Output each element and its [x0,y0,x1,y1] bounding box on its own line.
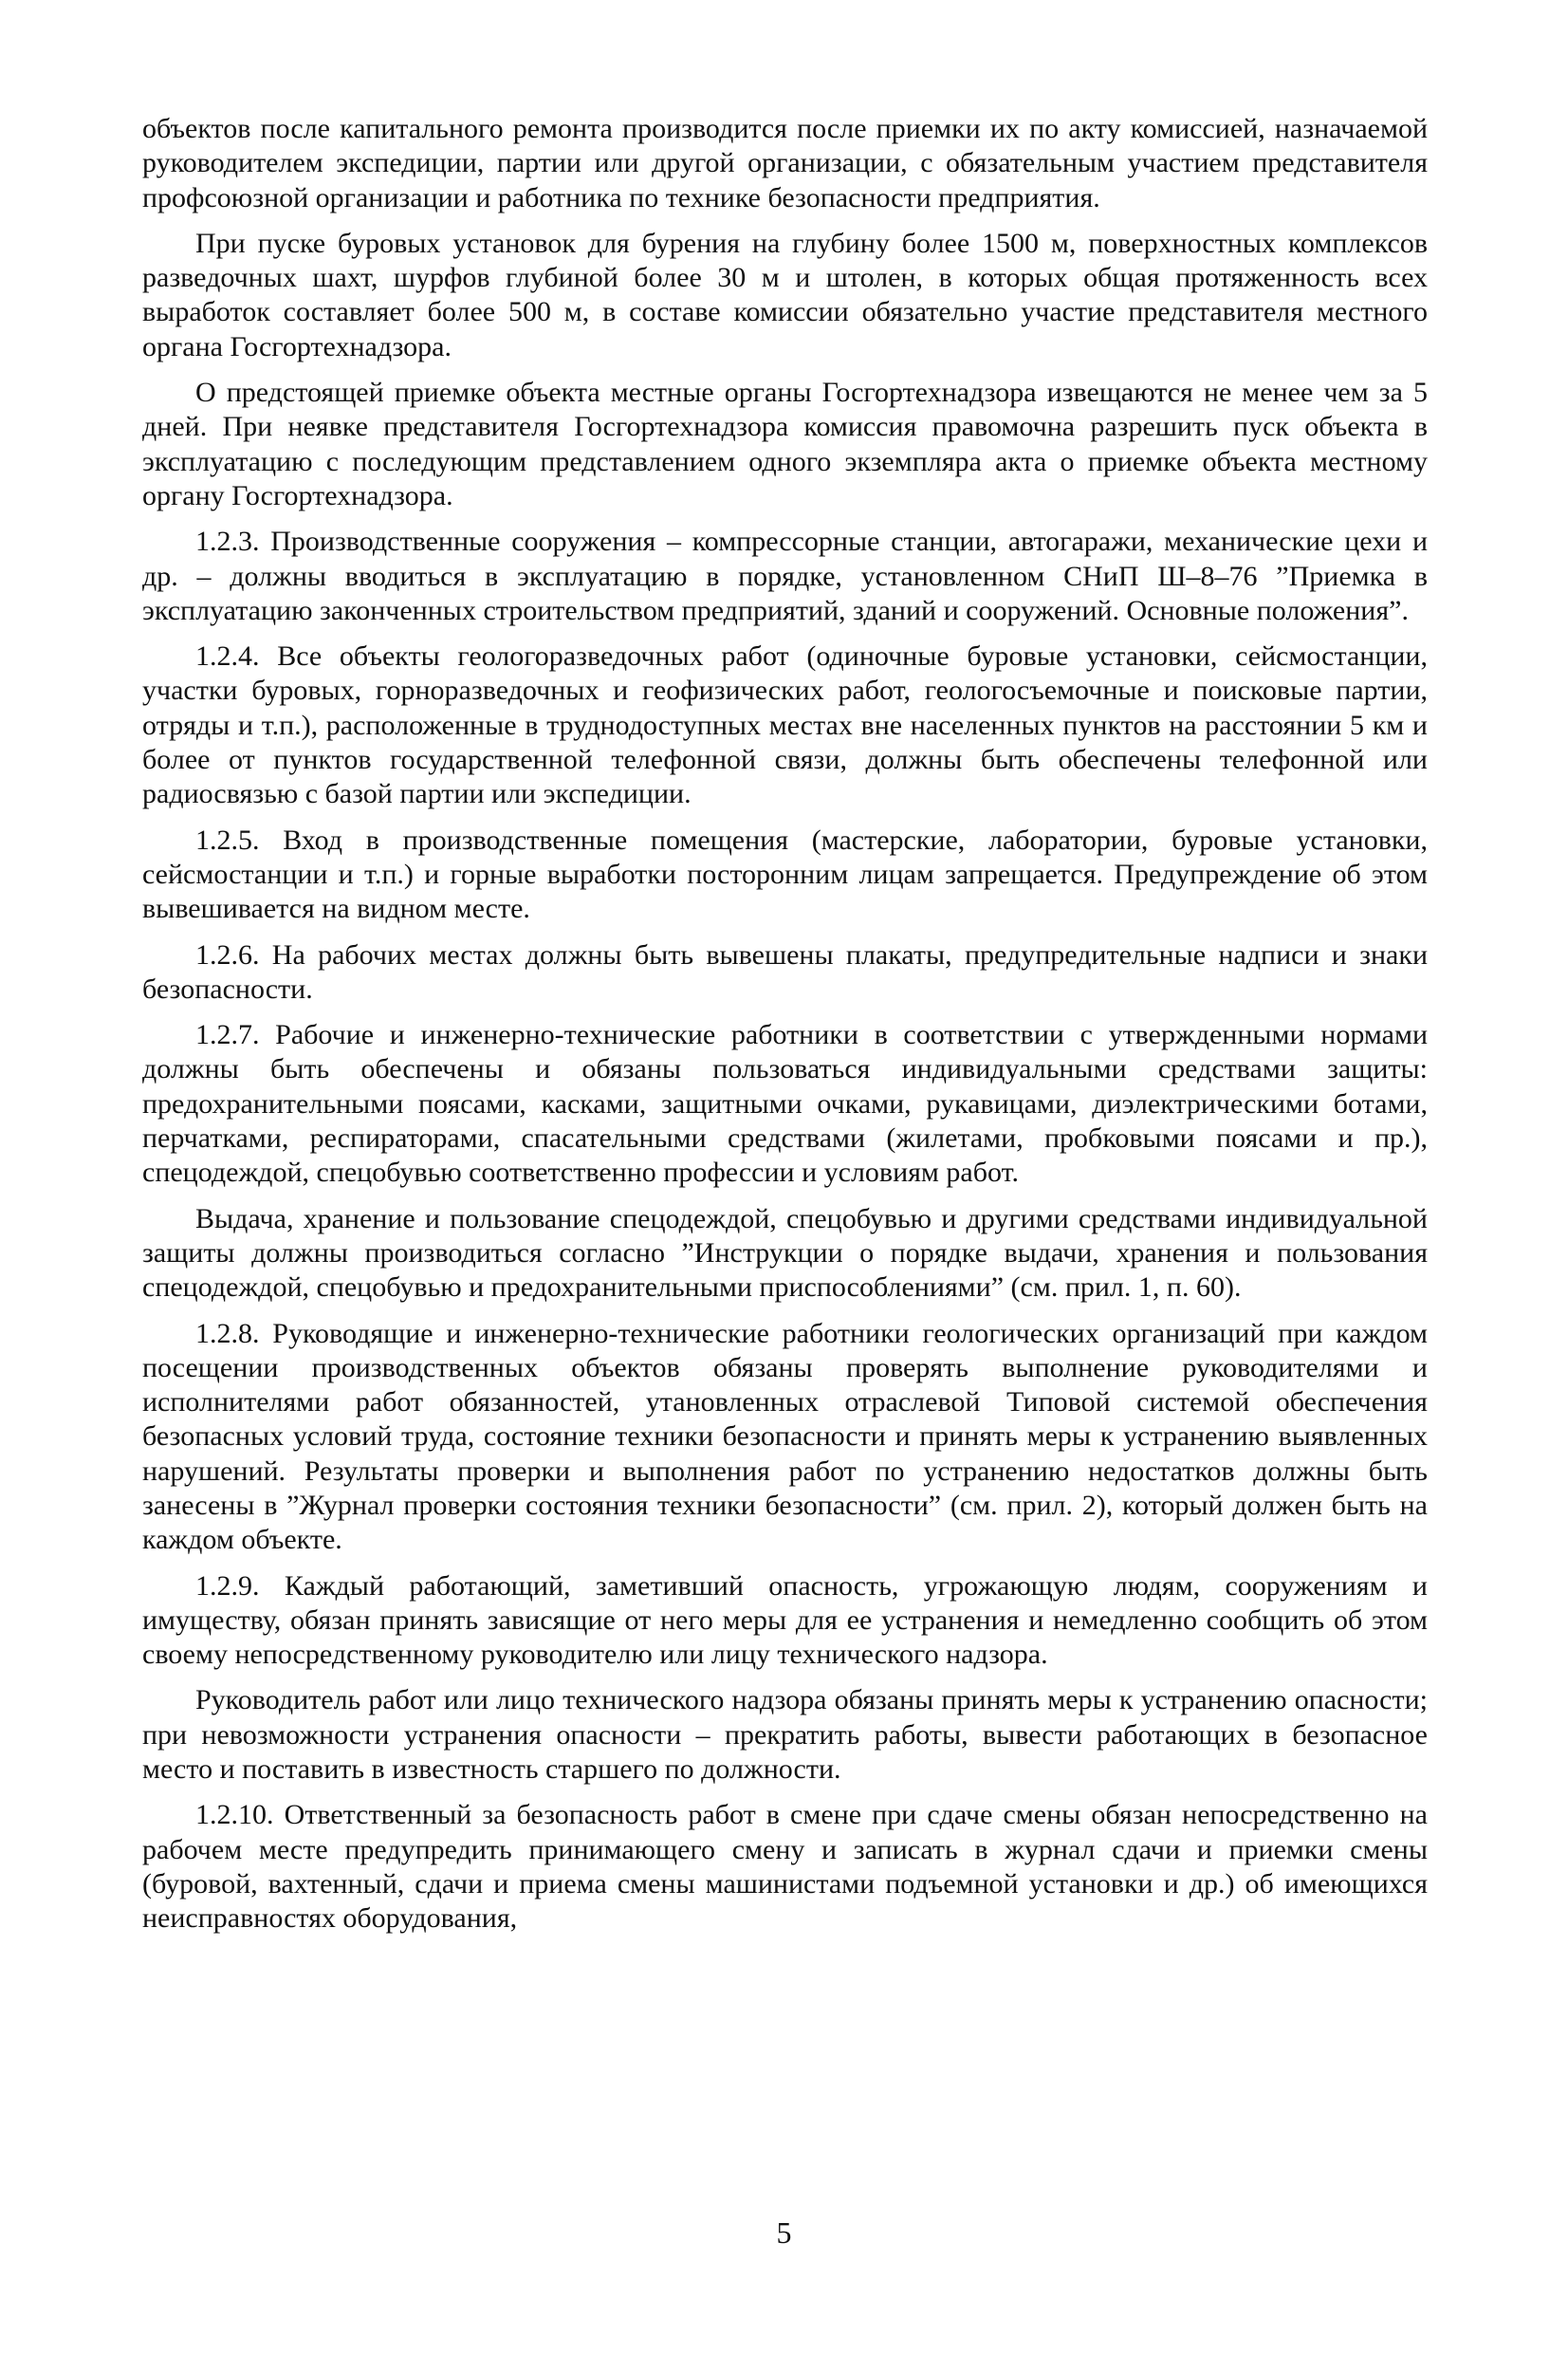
document-body [142,112,1428,1948]
paragraph-drilling-commission: При пуске буровых установок для бурения на глубину более 1500 м, поверхностных комплексов разведочных шахт, шурфов глубиной более 30 м и штолен, в которых общая протяженность всех выработок составляет более 500 м, в составе комиссии обязательно участие представителя местного органа Госгортехнадзора. [142,227,1428,362]
paragraph-protective-equipment: Выдача, хранение и пользование спецодеждой, спецобувью и другими средствами индивидуальной защиты должны производиться согласно ”Инструкции о порядке выдачи, хранения и пользования спецодеждой, спецобувью и предохранительными приспособлениями” (см. прил. 1, п. 60). [142,1202,1428,1304]
paragraph-1-2-3: 1.2.3. Производственные сооружения – компрессорные станции, автогаражи, механические цехи и др. – должны вводиться в эксплуатацию в порядке, установленном СНиП Ш–8–76 ”Приемка в эксплуатацию законченных строительством предприятий, зданий и сооружений. Основные положения”. [142,526,1428,626]
page-number: 5 [776,2215,792,2250]
paragraph-1-2-5: 1.2.5. Вход в производственные помещения (мастерские, лаборатории, буровые установки, сейсмостанции и т.п.) и горные выработки посторонним лицам запрещается. Предупреждение об этом вывешивается на видном месте. [142,824,1428,925]
paragraph-gosgortekhnadzor-notice: О предстоящей приемке объекта местные органы Госгортехнадзора извещаются не менее чем за 5 дней. При неявке представителя Госгортехнадзора комиссия правомочна разрешить пуск объекта в эксплуатацию с последующим представлением одного экземпляра акта о приемке объекта местному органу Госгортехнадзора. [142,377,1428,511]
paragraph-1-2-7: 1.2.7. Рабочие и инженерно-технические работники в соответствии с утвержденными нормами должны быть обеспечены и обязаны пользоваться индивидуальными средствами защиты: предохранительными поясами, касками, защитными очками, рукавицами, диэлектрическими ботами, перчатками, респираторами, спасательными средствами (жилетами, пробковыми поясами и пр.), спецодеждой, спецобувью соответственно профессии и условиям работ. [142,1019,1428,1189]
paragraph-1-2-4: 1.2.4. Все объекты геологоразведочных работ (одиночные буровые установки, сейсмостанции, участки буровых, горноразведочных и геофизических работ, геологосъемочные и поисковые партии, отряды и т.п.), расположенные в труднодоступных местах вне населенных пунктов на расстоянии 5 км и более от пунктов государственной телефонной связи, должны быть обеспечены телефонной или радиосвязью с базой партии или экспедиции. [142,640,1428,810]
paragraph-continuation: объектов после капитального ремонта производится после приемки их по акту комиссией, назначаемой руководителем экспедиции, партии или другой организации, с обязательным участием представителя профсоюзной организации и работника по технике безопасности предприятия. [142,113,1428,213]
paragraph-1-2-6: 1.2.6. На рабочих местах должны быть вывешены плакаты, предупредительные надписи и знаки безопасности. [142,938,1428,1005]
paragraph-1-2-10: 1.2.10. Ответственный за безопасность работ в смене при сдаче смены обязан непосредственно на рабочем месте предупредить принимающего смену и записать в журнал сдачи и приемки смены (буровой, вахтенный, сдачи и приема смены машинистами подъемной установки и др.) об имеющихся неисправностях оборудования, [142,1799,1428,1935]
paragraph-1-2-8: 1.2.8. Руководящие и инженерно-технические работники геологических организаций при каждом посещении производственных объектов обязаны проверять выполнение руководителями и исполнителями работ обязанностей, утановленных отраслевой Типовой системой обеспечения безопасных условий труда, состояние техники безопасности и принять меры к устранению выявленных нарушений. Результаты проверки и выполнения работ по устранению недостатков должны быть занесены в ”Журнал проверки состояния техники безопасности” (см. прил. 2), который должен быть на каждом объекте. [142,1317,1428,1556]
paragraph-1-2-9: 1.2.9. Каждый работающий, заметивший опасность, угрожающую людям, сооружениям и имуществу, обязан принять зависящие от него меры для ее устранения и немедленно сообщить об этом своему непосредственному руководителю или лицу технического надзора. [142,1569,1428,1671]
paragraph-hazard-elimination: Руководитель работ или лицо технического надзора обязаны принять меры к устранению опасности; при невозможности устранения опасности – прекратить работы, вывести работающих в безопасное место и поставить в известность старшего по должности. [142,1684,1428,1786]
